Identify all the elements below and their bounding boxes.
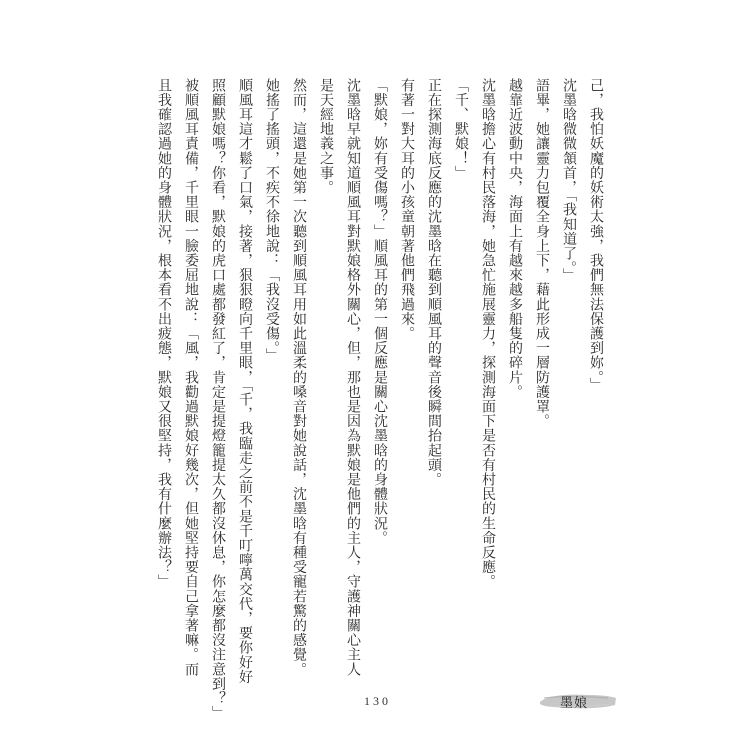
- text-column: 然而，這還是她第一次聽到順風耳用如此溫柔的嗓音對她說話，沈墨晗有種受寵若驚的感覺。: [291, 78, 307, 677]
- text-column: 有著一對大耳的小孩童朝著他們飛過來。: [399, 78, 415, 341]
- text-column: 被順風耳責備，千里眼一臉委屈地說：「風，我勸過默娘好幾次，但她堅持要自己拿著嘛。而: [183, 78, 199, 677]
- text-column: 沈墨晗擔心有村民落海，她急忙施展靈力，探測海面下是否有村民的生命反應。: [480, 78, 496, 589]
- text-column: 是天經地義之事。: [318, 78, 334, 195]
- running-head: 墨娘: [560, 696, 589, 711]
- text-column: 「千、默娘！」: [453, 78, 469, 181]
- running-head-area: [538, 689, 618, 713]
- text-column: 己，我怕妖魔的妖術太強，我們無法保護到妳。」: [588, 78, 604, 393]
- text-column: 越靠近波動中央，海面上有越來越多船隻的碎片。: [507, 78, 523, 400]
- text-column: 且我確認過她的身體狀況，根本看不出疲態，默娘又很堅持，我有什麼辦法？」: [156, 78, 172, 589]
- text-column: 語畢，她讓靈力包覆全身上下，藉此形成一層防護罩。: [534, 78, 550, 429]
- page-number: 130: [364, 694, 391, 708]
- text-column: 她搖了搖頭，不疾不徐地說：「我沒受傷。」: [264, 78, 280, 363]
- text-column: 順風耳這才鬆了口氣，接著，狠狠瞪向千里眼，「千，我臨走之前不是千叮嚀萬交代，要你好好: [237, 78, 253, 685]
- text-column: 照顧默娘嗎？你看，默娘的虎口處都發紅了，肯定是提燈籠提太久都沒休息，你怎麼都沒注意到？」: [210, 78, 226, 721]
- text-column: 「默娘，妳有受傷嗎？」順風耳的第一個反應是關心沈墨晗的身體狀況。: [372, 78, 388, 546]
- text-column: 沈墨晗微微頷首，「我知道了。」: [561, 78, 577, 283]
- text-column: 正在探測海底反應的沈墨晗在聽到順風耳的聲音後瞬間抬起頭。: [426, 78, 442, 487]
- text-column: 沈墨晗早就知道順風耳對默娘格外關心，但，那也是因為默娘是他們的主人，守護神關心主人: [345, 78, 361, 677]
